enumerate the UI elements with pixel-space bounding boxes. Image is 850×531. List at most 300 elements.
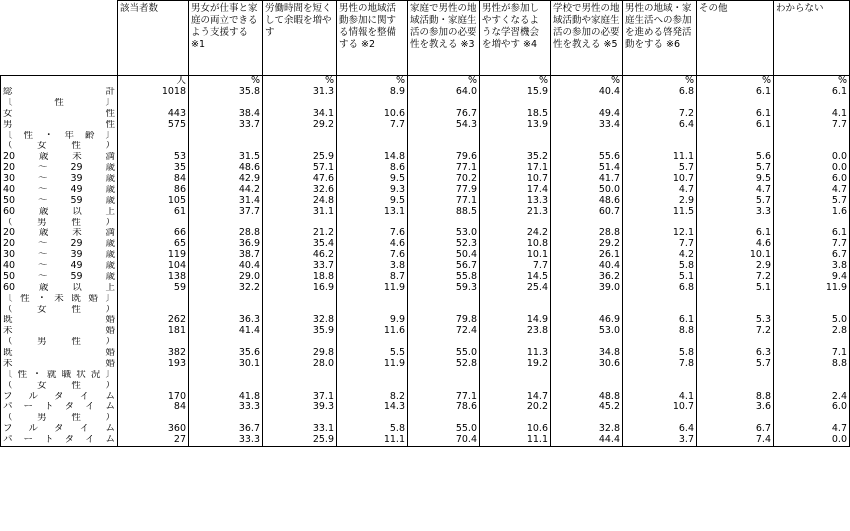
- value-cell: 8.8: [774, 359, 850, 370]
- value-cell: 53.0: [551, 326, 623, 337]
- value-cell: 1.6: [774, 207, 850, 218]
- value-cell: [263, 337, 337, 348]
- value-cell: 13.9: [480, 120, 551, 131]
- value-cell: 30.6: [551, 359, 623, 370]
- value-cell: 104: [118, 261, 189, 272]
- header-row: [1, 1, 850, 76]
- value-cell: 9.3: [337, 185, 408, 196]
- value-cell: 77.9: [408, 185, 480, 196]
- row-label: （女性）: [1, 305, 118, 316]
- value-cell: 105: [118, 196, 189, 207]
- header-cell: 該当者数: [118, 1, 189, 76]
- value-cell: [551, 305, 623, 316]
- value-cell: 10.1: [480, 250, 551, 261]
- table-row: [1, 152, 850, 163]
- value-cell: 53: [118, 152, 189, 163]
- value-cell: [551, 381, 623, 392]
- value-cell: 7.7: [480, 261, 551, 272]
- value-cell: 4.6: [337, 239, 408, 250]
- value-cell: 10.6: [480, 424, 551, 435]
- value-cell: 5.8: [337, 424, 408, 435]
- unit-cell: %: [774, 76, 850, 88]
- value-cell: 6.4: [623, 120, 697, 131]
- value-cell: 59: [118, 283, 189, 294]
- table-row: [1, 326, 850, 337]
- value-cell: 7.6: [337, 250, 408, 261]
- value-cell: [697, 218, 774, 229]
- value-cell: 6.4: [623, 424, 697, 435]
- row-label: （男性）: [1, 218, 118, 229]
- value-cell: 78.6: [408, 402, 480, 413]
- value-cell: 38.7: [189, 250, 263, 261]
- value-cell: 8.9: [337, 87, 408, 98]
- value-cell: [408, 381, 480, 392]
- value-cell: [774, 218, 850, 229]
- header-cell: 学校で男性の地域活動や家庭生活の参加の必要性を教える ※5: [551, 1, 623, 76]
- value-cell: 35.9: [263, 326, 337, 337]
- value-cell: [623, 141, 697, 152]
- value-cell: 38.4: [189, 109, 263, 120]
- value-cell: 360: [118, 424, 189, 435]
- value-cell: 24.8: [263, 196, 337, 207]
- value-cell: 8.8: [623, 326, 697, 337]
- value-cell: 30.1: [189, 359, 263, 370]
- value-cell: [408, 98, 480, 109]
- value-cell: [189, 98, 263, 109]
- value-cell: 28.8: [189, 228, 263, 239]
- table-body: [1, 1, 850, 447]
- value-cell: [118, 305, 189, 316]
- value-cell: 5.7: [697, 196, 774, 207]
- value-cell: 8.7: [337, 272, 408, 283]
- value-cell: [774, 381, 850, 392]
- value-cell: 25.9: [263, 435, 337, 446]
- value-cell: 88.5: [408, 207, 480, 218]
- value-cell: 4.1: [623, 392, 697, 403]
- value-cell: 11.1: [337, 435, 408, 446]
- value-cell: 33.3: [189, 435, 263, 446]
- value-cell: 11.9: [337, 359, 408, 370]
- table-row: [1, 109, 850, 120]
- value-cell: [623, 370, 697, 381]
- table-row: [1, 348, 850, 359]
- value-cell: [408, 337, 480, 348]
- value-cell: 47.6: [263, 174, 337, 185]
- value-cell: 4.6: [697, 239, 774, 250]
- row-label: 30～39歳: [1, 174, 118, 185]
- value-cell: 7.2: [623, 109, 697, 120]
- value-cell: 6.8: [623, 283, 697, 294]
- value-cell: [623, 218, 697, 229]
- value-cell: 11.9: [774, 283, 850, 294]
- header-cell: 労働時間を短くして余暇を増やす: [263, 1, 337, 76]
- value-cell: [697, 413, 774, 424]
- table-row: [1, 98, 850, 109]
- value-cell: 6.1: [697, 109, 774, 120]
- value-cell: 14.8: [337, 152, 408, 163]
- value-cell: 32.8: [263, 315, 337, 326]
- value-cell: 7.7: [623, 239, 697, 250]
- table-row: [1, 392, 850, 403]
- value-cell: [189, 413, 263, 424]
- value-cell: 65: [118, 239, 189, 250]
- value-cell: 13.3: [480, 196, 551, 207]
- value-cell: 28.0: [263, 359, 337, 370]
- value-cell: 11.1: [623, 152, 697, 163]
- header-cell: 男性の地域・家庭生活への参加を進める啓発活動をする ※6: [623, 1, 697, 76]
- value-cell: 5.1: [623, 272, 697, 283]
- value-cell: [263, 294, 337, 305]
- value-cell: [480, 337, 551, 348]
- row-label: フルタイム: [1, 424, 118, 435]
- value-cell: 31.5: [189, 152, 263, 163]
- value-cell: 10.1: [697, 250, 774, 261]
- row-label: 50～59歳: [1, 196, 118, 207]
- value-cell: 56.7: [408, 261, 480, 272]
- row-label: 40～49歳: [1, 185, 118, 196]
- value-cell: [408, 413, 480, 424]
- value-cell: 84: [118, 402, 189, 413]
- value-cell: 10.7: [623, 402, 697, 413]
- value-cell: [551, 218, 623, 229]
- value-cell: [774, 370, 850, 381]
- value-cell: 4.7: [623, 185, 697, 196]
- value-cell: 29.8: [263, 348, 337, 359]
- value-cell: 86: [118, 185, 189, 196]
- value-cell: [623, 413, 697, 424]
- value-cell: 21.2: [263, 228, 337, 239]
- value-cell: 32.6: [263, 185, 337, 196]
- value-cell: 5.7: [697, 359, 774, 370]
- value-cell: 6.7: [774, 250, 850, 261]
- value-cell: [189, 337, 263, 348]
- value-cell: 170: [118, 392, 189, 403]
- value-cell: [697, 337, 774, 348]
- value-cell: 5.8: [623, 348, 697, 359]
- value-cell: 79.6: [408, 152, 480, 163]
- value-cell: 59.3: [408, 283, 480, 294]
- value-cell: 6.1: [697, 87, 774, 98]
- units-row: [1, 76, 850, 88]
- value-cell: 33.7: [263, 261, 337, 272]
- row-label: 20～29歳: [1, 239, 118, 250]
- value-cell: 33.4: [551, 120, 623, 131]
- value-cell: [480, 131, 551, 142]
- value-cell: [408, 305, 480, 316]
- value-cell: [263, 98, 337, 109]
- value-cell: 55.0: [408, 424, 480, 435]
- value-cell: 0.0: [774, 435, 850, 446]
- value-cell: 7.7: [774, 120, 850, 131]
- row-label: 〔性・未既婚〕: [1, 294, 118, 305]
- value-cell: [337, 131, 408, 142]
- table-row: [1, 228, 850, 239]
- table-row: [1, 381, 850, 392]
- table-row: [1, 218, 850, 229]
- value-cell: 6.3: [697, 348, 774, 359]
- value-cell: [408, 141, 480, 152]
- value-cell: [189, 305, 263, 316]
- value-cell: 5.7: [774, 196, 850, 207]
- value-cell: 33.3: [189, 402, 263, 413]
- value-cell: [480, 294, 551, 305]
- value-cell: 46.2: [263, 250, 337, 261]
- value-cell: 31.3: [263, 87, 337, 98]
- value-cell: 8.6: [337, 163, 408, 174]
- value-cell: 5.6: [697, 152, 774, 163]
- value-cell: [263, 141, 337, 152]
- value-cell: 10.7: [623, 174, 697, 185]
- value-cell: 48.8: [551, 392, 623, 403]
- value-cell: [623, 131, 697, 142]
- value-cell: [118, 98, 189, 109]
- table-row: [1, 435, 850, 446]
- value-cell: [480, 305, 551, 316]
- value-cell: 11.1: [480, 435, 551, 446]
- value-cell: 12.1: [623, 228, 697, 239]
- value-cell: [480, 218, 551, 229]
- value-cell: 7.7: [337, 120, 408, 131]
- value-cell: 4.7: [774, 185, 850, 196]
- row-label: 60歳以上: [1, 283, 118, 294]
- table-row: [1, 163, 850, 174]
- unit-cell: %: [189, 76, 263, 88]
- value-cell: 7.6: [337, 228, 408, 239]
- value-cell: 79.8: [408, 315, 480, 326]
- table-row: [1, 315, 850, 326]
- value-cell: [118, 131, 189, 142]
- value-cell: [263, 370, 337, 381]
- row-label: 既婚: [1, 348, 118, 359]
- row-label: 既婚: [1, 315, 118, 326]
- row-label: （女性）: [1, 141, 118, 152]
- value-cell: [263, 131, 337, 142]
- value-cell: 34.8: [551, 348, 623, 359]
- value-cell: 66: [118, 228, 189, 239]
- value-cell: [551, 141, 623, 152]
- row-label: パートタイム: [1, 402, 118, 413]
- value-cell: 35.2: [480, 152, 551, 163]
- value-cell: 70.2: [408, 174, 480, 185]
- table-row: [1, 250, 850, 261]
- value-cell: 11.6: [337, 326, 408, 337]
- value-cell: 48.6: [551, 196, 623, 207]
- value-cell: 3.7: [623, 435, 697, 446]
- table-row: [1, 87, 850, 98]
- value-cell: [551, 337, 623, 348]
- value-cell: 7.2: [697, 272, 774, 283]
- value-cell: 443: [118, 109, 189, 120]
- row-label: （女性）: [1, 381, 118, 392]
- table-row: [1, 272, 850, 283]
- table-row: [1, 196, 850, 207]
- value-cell: 19.2: [480, 359, 551, 370]
- value-cell: 7.4: [697, 435, 774, 446]
- value-cell: 14.3: [337, 402, 408, 413]
- value-cell: 37.1: [263, 392, 337, 403]
- value-cell: 14.9: [480, 315, 551, 326]
- value-cell: 60.7: [551, 207, 623, 218]
- row-label: 〔性・年齢〕: [1, 131, 118, 142]
- value-cell: [118, 413, 189, 424]
- value-cell: 9.5: [337, 196, 408, 207]
- value-cell: [623, 294, 697, 305]
- value-cell: 6.8: [623, 87, 697, 98]
- unit-cell: %: [480, 76, 551, 88]
- value-cell: 7.7: [774, 239, 850, 250]
- value-cell: 52.3: [408, 239, 480, 250]
- value-cell: 10.8: [480, 239, 551, 250]
- table-row: [1, 402, 850, 413]
- value-cell: [774, 141, 850, 152]
- unit-cell: %: [623, 76, 697, 88]
- value-cell: 119: [118, 250, 189, 261]
- value-cell: 9.5: [697, 174, 774, 185]
- value-cell: 29.2: [551, 239, 623, 250]
- header-blank-cell: [1, 1, 118, 76]
- value-cell: 3.6: [697, 402, 774, 413]
- row-label: パートタイム: [1, 435, 118, 446]
- table-row: [1, 239, 850, 250]
- value-cell: 0.0: [774, 163, 850, 174]
- value-cell: 40.4: [551, 87, 623, 98]
- value-cell: [337, 98, 408, 109]
- value-cell: 1018: [118, 87, 189, 98]
- value-cell: 51.4: [551, 163, 623, 174]
- value-cell: 262: [118, 315, 189, 326]
- value-cell: 33.1: [263, 424, 337, 435]
- value-cell: 5.8: [623, 261, 697, 272]
- value-cell: [480, 98, 551, 109]
- value-cell: 10.6: [337, 109, 408, 120]
- value-cell: [189, 381, 263, 392]
- value-cell: 57.1: [263, 163, 337, 174]
- value-cell: [337, 305, 408, 316]
- value-cell: 11.5: [623, 207, 697, 218]
- table-row: [1, 413, 850, 424]
- value-cell: 17.1: [480, 163, 551, 174]
- table-row: [1, 294, 850, 305]
- row-label: 未婚: [1, 326, 118, 337]
- value-cell: 54.3: [408, 120, 480, 131]
- value-cell: 37.7: [189, 207, 263, 218]
- header-cell: 家庭で男性の地域活動・家庭生活の参加の必要性を教える ※3: [408, 1, 480, 76]
- value-cell: [697, 131, 774, 142]
- value-cell: 32.8: [551, 424, 623, 435]
- value-cell: 41.7: [551, 174, 623, 185]
- value-cell: 24.2: [480, 228, 551, 239]
- table-row: [1, 283, 850, 294]
- value-cell: 40.4: [551, 261, 623, 272]
- row-label: 女性: [1, 109, 118, 120]
- value-cell: [623, 305, 697, 316]
- value-cell: [189, 141, 263, 152]
- table-row: [1, 337, 850, 348]
- value-cell: 8.8: [697, 392, 774, 403]
- value-cell: 6.0: [774, 174, 850, 185]
- value-cell: 61: [118, 207, 189, 218]
- value-cell: 8.2: [337, 392, 408, 403]
- row-label: （男性）: [1, 337, 118, 348]
- value-cell: 33.7: [189, 120, 263, 131]
- value-cell: [118, 141, 189, 152]
- value-cell: [408, 294, 480, 305]
- value-cell: 55.0: [408, 348, 480, 359]
- value-cell: [118, 337, 189, 348]
- value-cell: 575: [118, 120, 189, 131]
- value-cell: [337, 294, 408, 305]
- value-cell: 35.8: [189, 87, 263, 98]
- value-cell: 77.1: [408, 392, 480, 403]
- value-cell: [118, 294, 189, 305]
- value-cell: 21.3: [480, 207, 551, 218]
- value-cell: 7.1: [774, 348, 850, 359]
- row-label: 〔性〕: [1, 98, 118, 109]
- value-cell: [774, 413, 850, 424]
- value-cell: [118, 370, 189, 381]
- row-label: 30～39歳: [1, 250, 118, 261]
- value-cell: 52.8: [408, 359, 480, 370]
- value-cell: 28.8: [551, 228, 623, 239]
- value-cell: [337, 141, 408, 152]
- value-cell: 16.9: [263, 283, 337, 294]
- value-cell: [697, 141, 774, 152]
- value-cell: 55.6: [551, 152, 623, 163]
- value-cell: [337, 370, 408, 381]
- value-cell: [697, 294, 774, 305]
- value-cell: [337, 218, 408, 229]
- value-cell: [551, 413, 623, 424]
- value-cell: 44.2: [189, 185, 263, 196]
- row-label: 20歳未満: [1, 228, 118, 239]
- value-cell: [623, 98, 697, 109]
- value-cell: 77.1: [408, 163, 480, 174]
- units-label-cell: [1, 76, 118, 88]
- unit-cell: %: [697, 76, 774, 88]
- value-cell: 4.1: [774, 109, 850, 120]
- value-cell: 20.2: [480, 402, 551, 413]
- value-cell: [118, 218, 189, 229]
- row-label: 〔性・就職状況〕: [1, 370, 118, 381]
- value-cell: 6.0: [774, 402, 850, 413]
- row-label: （男性）: [1, 413, 118, 424]
- value-cell: 36.7: [189, 424, 263, 435]
- header-cell: 男女が仕事と家庭の両立できるよう支援する ※1: [189, 1, 263, 76]
- value-cell: 76.7: [408, 109, 480, 120]
- row-label: 20歳未満: [1, 152, 118, 163]
- value-cell: [189, 131, 263, 142]
- value-cell: [118, 381, 189, 392]
- value-cell: 31.4: [189, 196, 263, 207]
- value-cell: 3.8: [337, 261, 408, 272]
- value-cell: 9.9: [337, 315, 408, 326]
- unit-cell: %: [551, 76, 623, 88]
- value-cell: 7.8: [623, 359, 697, 370]
- value-cell: 181: [118, 326, 189, 337]
- table-row: [1, 359, 850, 370]
- value-cell: 11.3: [480, 348, 551, 359]
- value-cell: 5.7: [623, 163, 697, 174]
- unit-cell: %: [263, 76, 337, 88]
- row-label: 未婚: [1, 359, 118, 370]
- value-cell: 31.1: [263, 207, 337, 218]
- value-cell: 26.1: [551, 250, 623, 261]
- value-cell: [697, 370, 774, 381]
- value-cell: [774, 98, 850, 109]
- value-cell: 5.1: [697, 283, 774, 294]
- value-cell: 0.0: [774, 152, 850, 163]
- value-cell: 2.8: [774, 326, 850, 337]
